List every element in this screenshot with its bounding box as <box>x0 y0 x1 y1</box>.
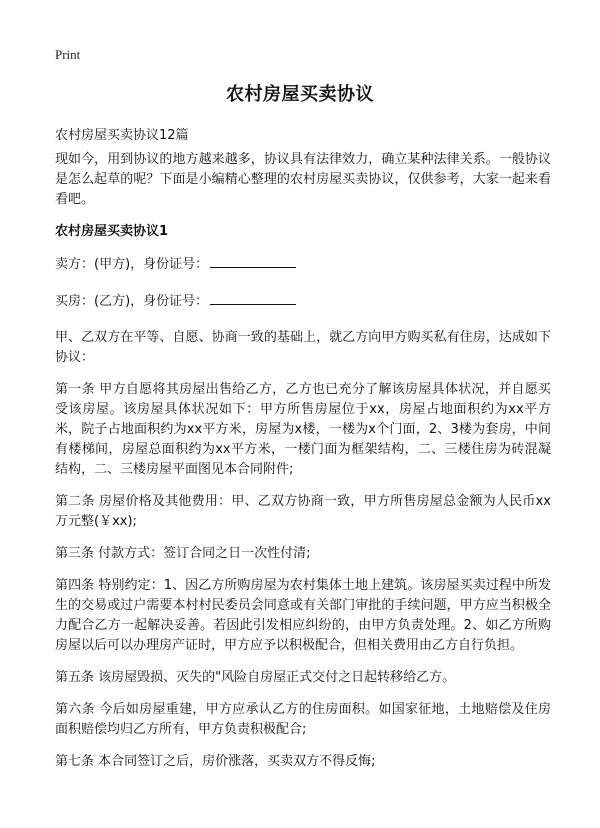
article-5: 第五条 该房屋毁损、灭失的"风险自房屋正式交付之日起转移给乙方。 <box>55 670 456 685</box>
document-title: 农村房屋买卖协议 <box>226 84 374 105</box>
print-label[interactable]: Print <box>55 47 81 62</box>
seller-id-blank <box>210 254 296 268</box>
buyer-label: 买房：(乙方)，身份证号： <box>55 294 209 309</box>
article-7: 第七条 本合同签订之后，房价涨落，买卖双方不得反悔; <box>55 754 376 769</box>
buyer-field-row <box>55 291 551 312</box>
document-subtitle: 农村房屋买卖协议12篇 <box>55 128 189 143</box>
seller-field-row <box>55 254 551 275</box>
article-1: 第一条 甲方自愿将其房屋出售给乙方，乙方也已充分了解该房屋具体状况，并自愿买受该房屋。该房屋具体状况如下：甲方所售房屋位于xx，房屋占地面积约为xx平方米，院子占地面积约为xx平方米，房屋为x楼，一楼为x个门面，2、3楼为套房，中间有楼梯间，房屋总面积约为xx平方米，一楼门面为框架结构，二、三楼住房为砖混凝结构，二、三楼房屋平面图见本合同附件; <box>55 382 551 477</box>
preamble-paragraph: 甲、乙双方在平等、自愿、协商一致的基础上，就乙方向甲方购买私有住房，达成如下协议： <box>55 330 551 365</box>
article-2: 第二条 房屋价格及其他费用：甲、乙双方协商一致，甲方所售房屋总金额为人民币xx万元整(￥xx); <box>55 494 551 529</box>
article-4: 第四条 特别约定：1、因乙方所购房屋为农村集体土地上建筑。该房屋买卖过程中所发生的交易或过户需要本村村民委员会同意或有关部门审批的手续问题，甲方应当积极全力配合乙方一起解决妥善。若因此引发相应纠纷的，由甲方负责处理。2、如乙方所购房屋以后可以办理房产证时，甲方应予以积极配合，但相关费用由乙方自行负担。 <box>55 578 551 653</box>
seller-label: 卖方：(甲方)，身份证号： <box>55 257 209 272</box>
buyer-id-blank <box>210 291 296 305</box>
article-6: 第六条 今后如房屋重建，甲方应承认乙方的住房面积。如国家征地，土地赔偿及住房面积赔偿均归乙方所有，甲方负责积极配合; <box>55 702 551 737</box>
section-heading: 农村房屋买卖协议1 <box>55 224 169 239</box>
intro-paragraph: 现如今，用到协议的地方越来越多，协议具有法律效力，确立某种法律关系。一般协议是怎么起草的呢？下面是小编精心整理的农村房屋买卖协议，仅供参考，大家一起来看看吧。 <box>55 152 551 207</box>
document-body <box>55 150 551 784</box>
article-3: 第三条 付款方式：签订合同之日一次性付清; <box>55 546 311 561</box>
